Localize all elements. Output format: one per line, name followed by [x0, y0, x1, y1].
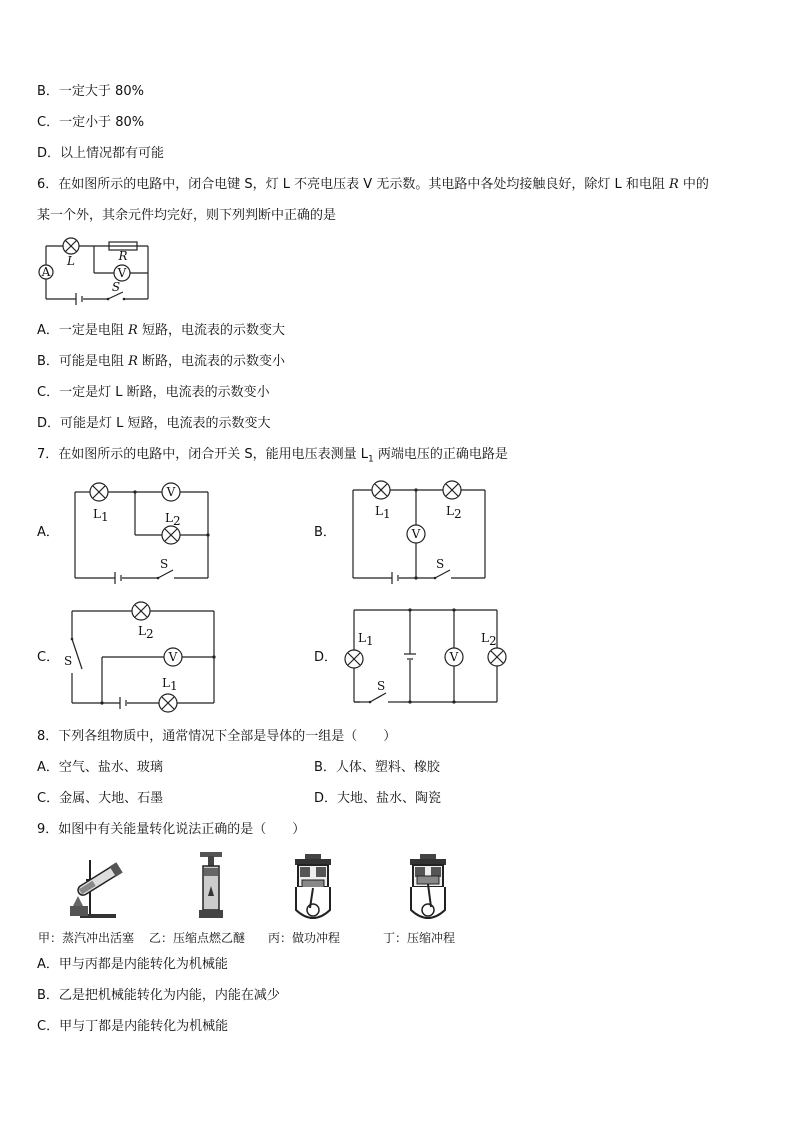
q6-option-c: C．一定是灯 L 断路，电流表的示数变小	[37, 385, 270, 400]
q9-option-c: C．甲与丁都是内能转化为机械能	[37, 1019, 229, 1034]
svg-text:S: S	[160, 557, 169, 571]
lamp-l2-icon	[132, 602, 150, 620]
q6-option-a: A．一定是电阻 R 短路，电流表的示数变大	[37, 323, 285, 338]
svg-text:L: L	[165, 511, 173, 525]
q7-circuit-b	[350, 478, 490, 583]
q8-stem: 8．下列各组物质中，通常情况下全部是导体的一组是（ ）	[37, 729, 397, 744]
q8-option-a: A．空气、盐水、玻璃	[37, 760, 163, 775]
switch-blade	[72, 639, 82, 669]
svg-text:2: 2	[173, 514, 181, 528]
q7-label-b: B．	[314, 525, 336, 540]
q6-circuit-diagram	[36, 236, 156, 306]
svg-text:A: A	[41, 265, 51, 279]
svg-text:1: 1	[101, 510, 109, 524]
lamp-l1-icon	[372, 481, 390, 499]
lamp-l2-icon	[488, 648, 506, 666]
svg-text:2: 2	[146, 627, 154, 641]
svg-text:V: V	[166, 485, 176, 499]
q7-circuit-c	[62, 601, 222, 716]
q9-stem: 9．如图中有关能量转化说法正确的是（ ）	[37, 822, 306, 837]
q9-fig-bing-power-stroke-engine	[290, 852, 336, 926]
svg-text:2: 2	[454, 507, 462, 521]
svg-text:L: L	[446, 504, 454, 518]
q9-fig-yi-compression-cylinder	[196, 852, 226, 922]
q7-circuit-d	[340, 604, 505, 709]
q9-caption-ding: 丁：压缩冲程	[383, 931, 456, 945]
lamp-l2-icon	[443, 481, 461, 499]
svg-text:L: L	[138, 624, 146, 638]
q9-option-b: B．乙是把机械能转化为内能，内能在减少	[37, 988, 280, 1003]
q8-option-c: C．金属、大地、石墨	[37, 791, 164, 806]
q9-fig-ding-compression-stroke-engine	[405, 852, 451, 926]
q9-fig-jia-steam-test-tube	[66, 856, 130, 920]
switch-blade	[158, 570, 173, 578]
svg-text:V: V	[449, 650, 459, 664]
q8-option-d: D．大地、盐水、陶瓷	[314, 791, 442, 806]
q7-label-c: C．	[37, 650, 60, 665]
svg-text:L: L	[162, 676, 170, 690]
lamp-l1-icon	[345, 650, 363, 668]
lamp-l2-icon	[162, 526, 180, 544]
q7-stem: 7．在如图所示的电路中，闭合开关 S，能用电压表测量 $L_1$ 两端电压的正确电路是	[37, 447, 508, 465]
lamp-icon	[63, 238, 79, 254]
q9-option-a: A．甲与丙都是内能转化为机械能	[37, 957, 228, 972]
svg-text:S: S	[436, 557, 445, 571]
svg-text:L: L	[358, 631, 366, 645]
q5-option-d: D．以上情况都有可能	[37, 146, 165, 161]
q7-label-a: A．	[37, 525, 59, 540]
svg-text:L: L	[93, 507, 101, 521]
svg-text:L: L	[481, 631, 489, 645]
q9-caption-bing: 丙：做功冲程	[268, 931, 341, 945]
q7-label-d: D．	[314, 650, 338, 665]
svg-text:V: V	[168, 650, 178, 664]
svg-text:1: 1	[383, 507, 391, 521]
q9-caption-jia: 甲：蒸汽冲出活塞	[38, 931, 135, 945]
lamp-l1-icon	[90, 483, 108, 501]
lamp-l1-icon	[159, 694, 177, 712]
svg-text:S: S	[377, 679, 386, 693]
svg-text:V: V	[411, 527, 421, 541]
q6-option-d: D．可能是灯 L 短路，电流表的示数变大	[37, 416, 271, 431]
q6-stem-line2: 某一个外，其余元件均完好，则下列判断中正确的是	[37, 208, 337, 223]
svg-text:S: S	[64, 654, 73, 668]
q8-option-b: B．人体、塑料、橡胶	[314, 760, 440, 775]
q7-circuit-a	[72, 478, 212, 583]
switch-blade	[435, 570, 450, 578]
svg-text:V: V	[117, 266, 127, 280]
svg-text:R: R	[118, 249, 128, 263]
q6-stem-line1: 6．在如图所示的电路中，闭合电键 S，灯 L 不亮电压表 V 无示数。其电路中各处均接触良好，除灯 L 和电阻 R 中的	[37, 177, 709, 192]
svg-text:L: L	[67, 254, 75, 268]
svg-text:L: L	[375, 504, 383, 518]
svg-text:S: S	[111, 280, 121, 294]
q5-option-b: B．一定大于 80%	[37, 84, 144, 99]
q9-caption-yi: 乙：压缩点燃乙醚	[149, 931, 246, 945]
svg-text:2: 2	[489, 634, 497, 648]
svg-text:1: 1	[366, 634, 374, 648]
svg-text:1: 1	[170, 679, 178, 693]
q5-option-c: C．一定小于 80%	[37, 115, 145, 130]
q6-option-b: B．可能是电阻 R 断路，电流表的示数变小	[37, 354, 285, 369]
